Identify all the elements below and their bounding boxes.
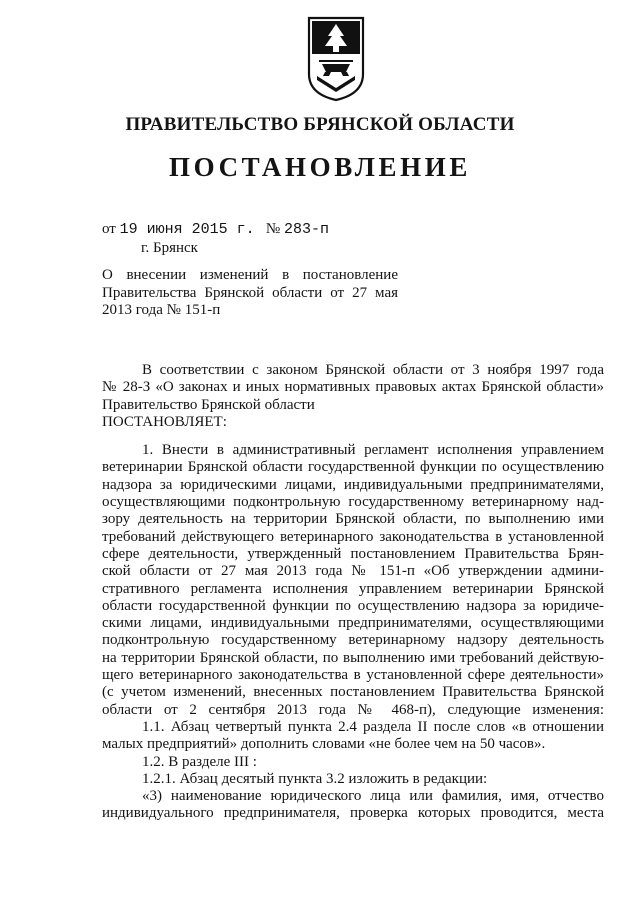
number-prefix: № [265,221,281,237]
item1-line: ветеринарии Брянской области государственной функции по осуществлению [102,459,604,476]
item1-2-heading: 1.2. В разделе III : [142,753,257,770]
item1-line: скими лицами, индивидуальными предпринимателями, осуществляющими [102,615,604,632]
preamble-line: № 28-З «О законах и иных нормативных правовых актах Брянской области» [102,379,604,396]
item1-line: на территории Брянской области, по выполнению ими требований действую- [102,649,604,666]
item1-line: требований действующего ветеринарного законодательства в установленной [102,528,604,545]
quote-line: индивидуального предпринимателя, проверка которых проводится, места [102,805,604,822]
subject-line: О внесении изменений в постановление [102,267,398,283]
item1-line: подконтрольную государственному ветеринарному надзору деятельность [102,632,604,649]
document-type-heading: ПОСТАНОВЛЕНИЕ [169,152,471,182]
document-body [102,362,604,823]
item1-line: (с учетом изменений, внесенных постановлением Правительства Брянской [102,684,604,701]
item1-line: области государственной функции по осуществлению надзора за юридиче- [102,597,604,614]
item1-line: стративного регламента исполнения управлением ветеринарии Брянской [102,580,604,597]
document-date: 19 июня 2015 г. [119,221,255,238]
item1-line: осуществляющими подконтрольную государственному ветеринарному над- [102,494,604,511]
item1-line: надзора за юридическими лицами, индивидуальными предпринимателями, [102,476,604,493]
document-number: 283-п [283,221,329,238]
quote-line: «3) наименование юридического лица или фамилия, имя, отчество [142,788,604,805]
subject-line: Правительства Брянской области от 27 мая [102,284,398,301]
subject-line: 2013 года № 151-п [102,302,221,318]
city-line: г. Брянск [141,240,198,256]
date-prefix: от [102,221,116,237]
preamble-line: Правительство Брянской области [102,396,315,413]
item1-line: щего ветеринарного законодательства в установленной сфере деятельности» [102,667,604,684]
paragraph-gap [102,431,604,442]
bryansk-coat-of-arms-icon [305,14,367,102]
item1-1-line: малых предприятий» дополнить словами «не более чем на 50 часов». [102,736,546,753]
preamble-line: В соответствии с законом Брянской области от 3 ноября 1997 года [142,362,604,378]
item1-line: 1. Внести в административный регламент исполнения управлением [142,442,604,459]
date-number-line [102,221,329,238]
item1-line: зору деятельность на территории Брянской области, по выполнению ими [102,511,604,528]
item1-2-1-heading: 1.2.1. Абзац десятый пункта 3.2 изложить в редакции: [142,770,488,787]
item1-line: ской области от 27 мая 2013 года № 151-п «Об утверждении админи- [102,563,604,580]
document-subject [102,267,398,320]
item1-line: сфере деятельности, утвержденный постановлением Правительства Брян- [102,545,604,562]
organization-title: ПРАВИТЕЛЬСТВО БРЯНСКОЙ ОБЛАСТИ [125,114,515,135]
item1-1-line: 1.1. Абзац четвертый пункта 2.4 раздела II после слов «в отношении [142,718,604,735]
resolution-word: ПОСТАНОВЛЯЕТ: [102,413,227,430]
item1-line: области от 2 сентября 2013 года № 468-п), следующие изменения: [102,701,604,718]
